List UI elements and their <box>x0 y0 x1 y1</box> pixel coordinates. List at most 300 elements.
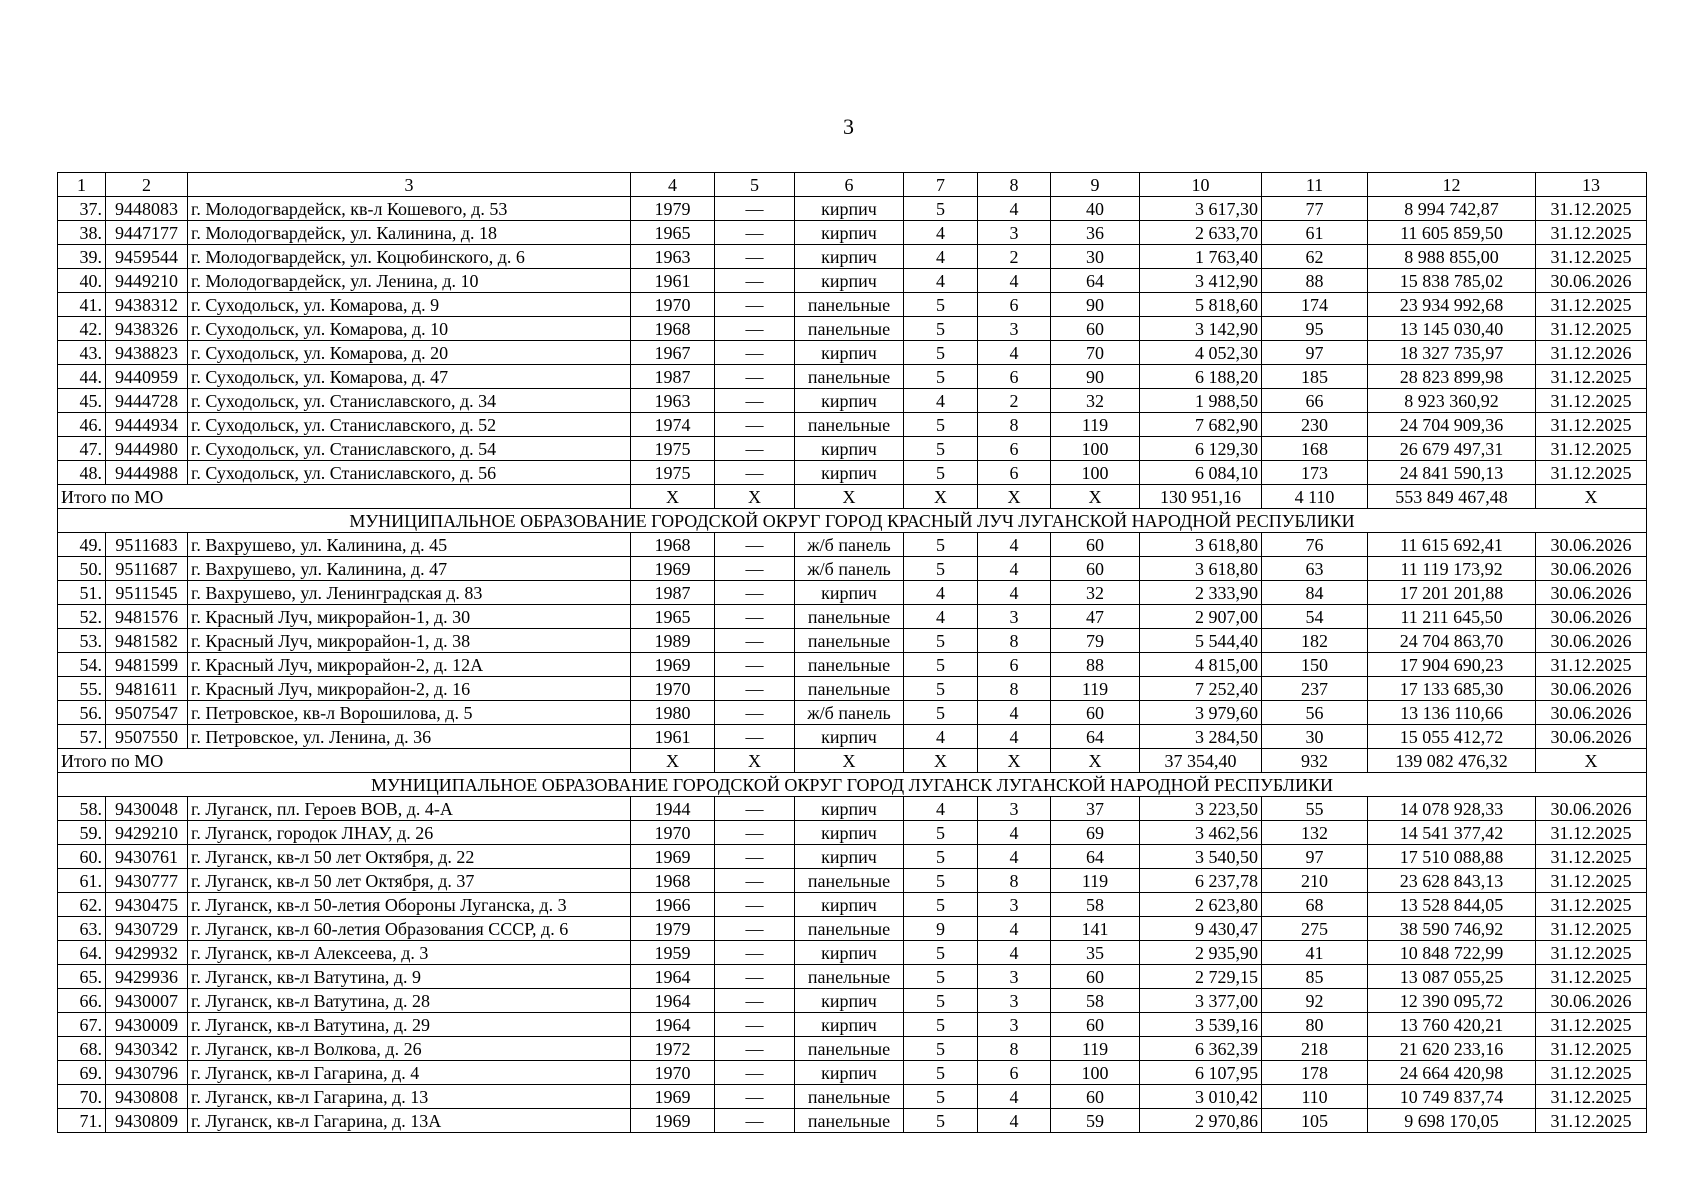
table-cell: панельные <box>795 869 904 893</box>
table-cell: — <box>715 557 795 581</box>
table-cell: 3 618,80 <box>1140 533 1262 557</box>
table-cell: панельные <box>795 317 904 341</box>
table-cell: 9444934 <box>106 413 188 437</box>
total-cell: X <box>978 485 1051 509</box>
table-row <box>58 221 1647 245</box>
table-cell: кирпич <box>795 893 904 917</box>
table-cell: 31.12.2025 <box>1536 1037 1647 1061</box>
table-cell: 119 <box>1051 413 1140 437</box>
table-cell: 3 <box>978 221 1051 245</box>
table-cell: — <box>715 893 795 917</box>
table-cell: — <box>715 701 795 725</box>
table-cell: 30.06.2026 <box>1536 269 1647 293</box>
table-cell: 61 <box>1262 221 1368 245</box>
table-cell: 9430048 <box>106 797 188 821</box>
table-cell: панельные <box>795 605 904 629</box>
column-number-4: 4 <box>631 173 715 197</box>
table-row <box>58 1013 1647 1037</box>
table-cell: панельные <box>795 965 904 989</box>
table-body <box>58 173 1647 1133</box>
table-cell: 24 704 863,70 <box>1368 629 1536 653</box>
table-cell: 95 <box>1262 317 1368 341</box>
table-cell: — <box>715 965 795 989</box>
table-cell: 5 <box>904 557 978 581</box>
table-row <box>58 1109 1647 1133</box>
table-cell: 56 <box>1262 701 1368 725</box>
table-cell: 4 <box>904 389 978 413</box>
table-cell: — <box>715 677 795 701</box>
table-row <box>58 533 1647 557</box>
table-cell: 1961 <box>631 269 715 293</box>
table-cell: 5 <box>904 941 978 965</box>
table-cell: 6 362,39 <box>1140 1037 1262 1061</box>
section-title: МУНИЦИПАЛЬНОЕ ОБРАЗОВАНИЕ ГОРОДСКОЙ ОКРУГ ГОРОД КРАСНЫЙ ЛУЧ ЛУГАНСКОЙ НАРОДНОЙ РЕСПУБЛИКИ <box>58 509 1647 533</box>
table-cell: 178 <box>1262 1061 1368 1085</box>
table-cell: 5 <box>904 1037 978 1061</box>
table-cell: 18 327 735,97 <box>1368 341 1536 365</box>
table-cell: 4 <box>978 1085 1051 1109</box>
table-cell: кирпич <box>795 221 904 245</box>
table-cell: 8 923 360,92 <box>1368 389 1536 413</box>
table-cell: — <box>715 365 795 389</box>
table-cell: 4 <box>904 221 978 245</box>
table-cell: 5 <box>904 437 978 461</box>
table-cell: 1969 <box>631 1085 715 1109</box>
total-cell: 4 110 <box>1262 485 1368 509</box>
table-cell: 1966 <box>631 893 715 917</box>
table-cell: 8 <box>978 1037 1051 1061</box>
table-cell: 47 <box>1051 605 1140 629</box>
table-cell: 30.06.2026 <box>1536 557 1647 581</box>
table-cell: 31.12.2025 <box>1536 437 1647 461</box>
table-cell: г. Луганск, кв-л 60-летия Образования СССР, д. 6 <box>188 917 631 941</box>
table-cell: 4 <box>978 557 1051 581</box>
table-row <box>58 437 1647 461</box>
table-cell: 3 <box>978 797 1051 821</box>
table-cell: г. Луганск, кв-л 50-летия Обороны Луганска, д. 3 <box>188 893 631 917</box>
table-cell: кирпич <box>795 989 904 1013</box>
total-cell: X <box>904 485 978 509</box>
table-cell: 1970 <box>631 677 715 701</box>
table-cell: 70 <box>1051 341 1140 365</box>
table-cell: 1 988,50 <box>1140 389 1262 413</box>
table-cell: 51. <box>58 581 106 605</box>
table-cell: 88 <box>1051 653 1140 677</box>
housing-register-table <box>57 172 1647 1133</box>
table-row <box>58 917 1647 941</box>
table-cell: 31.12.2025 <box>1536 365 1647 389</box>
total-cell: X <box>631 485 715 509</box>
table-cell: — <box>715 245 795 269</box>
table-cell: 9430342 <box>106 1037 188 1061</box>
table-cell: 4 <box>978 581 1051 605</box>
table-cell: — <box>715 725 795 749</box>
table-cell: 77 <box>1262 197 1368 221</box>
table-cell: 42. <box>58 317 106 341</box>
table-cell: г. Суходольск, ул. Комарова, д. 10 <box>188 317 631 341</box>
table-cell: 9430808 <box>106 1085 188 1109</box>
table-cell: 4 <box>978 941 1051 965</box>
table-cell: г. Суходольск, ул. Станиславского, д. 34 <box>188 389 631 413</box>
table-cell: 90 <box>1051 293 1140 317</box>
table-cell: — <box>715 581 795 605</box>
column-number-2: 2 <box>106 173 188 197</box>
table-row <box>58 269 1647 293</box>
table-cell: 2 907,00 <box>1140 605 1262 629</box>
table-cell: 1967 <box>631 341 715 365</box>
table-cell: 58 <box>1051 893 1140 917</box>
table-cell: 35 <box>1051 941 1140 965</box>
table-cell: 9481599 <box>106 653 188 677</box>
table-cell: 17 133 685,30 <box>1368 677 1536 701</box>
table-cell: 63 <box>1262 557 1368 581</box>
table-cell: 5 <box>904 869 978 893</box>
table-cell: — <box>715 1037 795 1061</box>
table-cell: 275 <box>1262 917 1368 941</box>
table-cell: 3 <box>978 1013 1051 1037</box>
table-cell: 31.12.2025 <box>1536 653 1647 677</box>
table-cell: 9430761 <box>106 845 188 869</box>
table-cell: 11 615 692,41 <box>1368 533 1536 557</box>
total-row <box>58 749 1647 773</box>
table-row <box>58 677 1647 701</box>
table-cell: г. Красный Луч, микрорайон-2, д. 16 <box>188 677 631 701</box>
section-header-row <box>58 773 1647 797</box>
table-cell: ж/б панель <box>795 701 904 725</box>
table-cell: 9430475 <box>106 893 188 917</box>
table-cell: 1969 <box>631 1109 715 1133</box>
table-cell: 1975 <box>631 437 715 461</box>
table-cell: — <box>715 269 795 293</box>
table-cell: 1961 <box>631 725 715 749</box>
table-cell: 1964 <box>631 989 715 1013</box>
table-cell: панельные <box>795 629 904 653</box>
table-cell: 30.06.2026 <box>1536 797 1647 821</box>
table-row <box>58 557 1647 581</box>
table-cell: 50. <box>58 557 106 581</box>
table-cell: г. Суходольск, ул. Станиславского, д. 56 <box>188 461 631 485</box>
table-cell: кирпич <box>795 941 904 965</box>
table-cell: 30.06.2026 <box>1536 725 1647 749</box>
table-cell: 79 <box>1051 629 1140 653</box>
table-cell: 31.12.2025 <box>1536 461 1647 485</box>
table-cell: 59. <box>58 821 106 845</box>
table-row <box>58 293 1647 317</box>
table-cell: 38 590 746,92 <box>1368 917 1536 941</box>
table-row <box>58 389 1647 413</box>
table-cell: 24 841 590,13 <box>1368 461 1536 485</box>
table-cell: — <box>715 845 795 869</box>
table-cell: кирпич <box>795 1061 904 1085</box>
table-row <box>58 797 1647 821</box>
table-cell: 173 <box>1262 461 1368 485</box>
table-cell: 2 729,15 <box>1140 965 1262 989</box>
table-cell: — <box>715 533 795 557</box>
table-cell: 6 <box>978 293 1051 317</box>
table-cell: 46. <box>58 413 106 437</box>
table-cell: г. Вахрушево, ул. Ленинградская д. 83 <box>188 581 631 605</box>
table-cell: кирпич <box>795 197 904 221</box>
table-cell: 90 <box>1051 365 1140 389</box>
table-cell: г. Петровское, кв-л Ворошилова, д. 5 <box>188 701 631 725</box>
total-cell: X <box>1536 749 1647 773</box>
table-cell: 15 838 785,02 <box>1368 269 1536 293</box>
table-cell: — <box>715 797 795 821</box>
table-cell: 237 <box>1262 677 1368 701</box>
table-cell: 5 <box>904 1109 978 1133</box>
table-cell: 9438823 <box>106 341 188 365</box>
table-cell: 31.12.2025 <box>1536 869 1647 893</box>
table-cell: 3 <box>978 989 1051 1013</box>
table-cell: 9444980 <box>106 437 188 461</box>
table-row <box>58 965 1647 989</box>
table-cell: 5 <box>904 821 978 845</box>
table-cell: 23 934 992,68 <box>1368 293 1536 317</box>
table-cell: 1987 <box>631 581 715 605</box>
table-cell: 31.12.2025 <box>1536 821 1647 845</box>
table-cell: 64 <box>1051 845 1140 869</box>
table-cell: 6 <box>978 461 1051 485</box>
table-row <box>58 1061 1647 1085</box>
table-cell: 68. <box>58 1037 106 1061</box>
table-cell: 5 <box>904 845 978 869</box>
table-cell: — <box>715 1109 795 1133</box>
table-cell: 31.12.2025 <box>1536 389 1647 413</box>
table-cell: 40. <box>58 269 106 293</box>
table-cell: 2 <box>978 389 1051 413</box>
table-cell: 31.12.2025 <box>1536 1109 1647 1133</box>
table-cell: 150 <box>1262 653 1368 677</box>
table-cell: 9511687 <box>106 557 188 581</box>
table-cell: 30.06.2026 <box>1536 677 1647 701</box>
table-cell: 4 052,30 <box>1140 341 1262 365</box>
total-cell: X <box>715 749 795 773</box>
table-cell: 4 <box>904 581 978 605</box>
table-cell: 3 462,56 <box>1140 821 1262 845</box>
table-cell: г. Суходольск, ул. Станиславского, д. 52 <box>188 413 631 437</box>
table-row <box>58 317 1647 341</box>
table-cell: 5 <box>904 629 978 653</box>
table-cell: 6 237,78 <box>1140 869 1262 893</box>
table-cell: 17 904 690,23 <box>1368 653 1536 677</box>
table-cell: 60 <box>1051 533 1140 557</box>
table-cell: кирпич <box>795 845 904 869</box>
column-number-6: 6 <box>795 173 904 197</box>
table-cell: 5 <box>904 653 978 677</box>
total-cell: 932 <box>1262 749 1368 773</box>
table-cell: 3 142,90 <box>1140 317 1262 341</box>
table-cell: 4 <box>978 821 1051 845</box>
table-cell: — <box>715 605 795 629</box>
table-cell: 44. <box>58 365 106 389</box>
total-cell: X <box>1536 485 1647 509</box>
table-cell: 6 129,30 <box>1140 437 1262 461</box>
table-cell: 2 970,86 <box>1140 1109 1262 1133</box>
table-cell: 174 <box>1262 293 1368 317</box>
table-cell: 5 <box>904 413 978 437</box>
table-cell: 5 <box>904 1085 978 1109</box>
table-cell: 31.12.2025 <box>1536 893 1647 917</box>
table-cell: 55 <box>1262 797 1368 821</box>
total-cell: 37 354,40 <box>1140 749 1262 773</box>
table-cell: г. Луганск, кв-л Гагарина, д. 13А <box>188 1109 631 1133</box>
table-cell: 5 <box>904 461 978 485</box>
table-cell: 38. <box>58 221 106 245</box>
table-cell: 9429936 <box>106 965 188 989</box>
table-cell: 31.12.2025 <box>1536 845 1647 869</box>
table-cell: 9459544 <box>106 245 188 269</box>
table-cell: 1965 <box>631 605 715 629</box>
table-cell: 5 <box>904 533 978 557</box>
table-row <box>58 605 1647 629</box>
table-cell: 1965 <box>631 221 715 245</box>
table-cell: — <box>715 197 795 221</box>
table-cell: 41. <box>58 293 106 317</box>
table-cell: 9438326 <box>106 317 188 341</box>
table-cell: 5 <box>904 317 978 341</box>
table-cell: — <box>715 989 795 1013</box>
table-cell: 6 <box>978 365 1051 389</box>
table-cell: 31.12.2025 <box>1536 917 1647 941</box>
table-cell: 5 818,60 <box>1140 293 1262 317</box>
table-cell: 30.06.2026 <box>1536 581 1647 605</box>
table-cell: 182 <box>1262 629 1368 653</box>
table-cell: 1968 <box>631 533 715 557</box>
table-cell: 23 628 843,13 <box>1368 869 1536 893</box>
table-row <box>58 365 1647 389</box>
table-cell: кирпич <box>795 389 904 413</box>
table-cell: 9430729 <box>106 917 188 941</box>
table-cell: г. Молодогвардейск, ул. Ленина, д. 10 <box>188 269 631 293</box>
table-cell: 3 539,16 <box>1140 1013 1262 1037</box>
table-cell: 210 <box>1262 869 1368 893</box>
column-number-9: 9 <box>1051 173 1140 197</box>
table-cell: 100 <box>1051 437 1140 461</box>
table-cell: 5 <box>904 965 978 989</box>
total-label: Итого по МО <box>58 485 631 509</box>
table-cell: 68 <box>1262 893 1368 917</box>
table-cell: 31.12.2025 <box>1536 413 1647 437</box>
table-cell: 7 682,90 <box>1140 413 1262 437</box>
table-cell: 7 252,40 <box>1140 677 1262 701</box>
table-cell: — <box>715 653 795 677</box>
table-cell: 9430009 <box>106 1013 188 1037</box>
table-cell: 218 <box>1262 1037 1368 1061</box>
table-cell: 58 <box>1051 989 1140 1013</box>
table-row <box>58 341 1647 365</box>
table-cell: 6 <box>978 1061 1051 1085</box>
table-cell: 1969 <box>631 845 715 869</box>
table-cell: 24 704 909,36 <box>1368 413 1536 437</box>
table-cell: — <box>715 869 795 893</box>
table-cell: 60 <box>1051 1085 1140 1109</box>
table-cell: 15 055 412,72 <box>1368 725 1536 749</box>
table-cell: 119 <box>1051 1037 1140 1061</box>
table-cell: 70. <box>58 1085 106 1109</box>
table-cell: 37. <box>58 197 106 221</box>
table-cell: 30 <box>1051 245 1140 269</box>
table-cell: 5 <box>904 701 978 725</box>
table-cell: кирпич <box>795 461 904 485</box>
table-cell: 76 <box>1262 533 1368 557</box>
table-cell: 1968 <box>631 317 715 341</box>
table-cell: 100 <box>1051 1061 1140 1085</box>
table-cell: 56. <box>58 701 106 725</box>
table-cell: — <box>715 317 795 341</box>
table-cell: 31.12.2025 <box>1536 197 1647 221</box>
table-cell: 63. <box>58 917 106 941</box>
table-cell: г. Суходольск, ул. Комарова, д. 9 <box>188 293 631 317</box>
table-cell: 1964 <box>631 965 715 989</box>
table-cell: панельные <box>795 365 904 389</box>
table-cell: 5 <box>904 1013 978 1037</box>
table-cell: 31.12.2025 <box>1536 1085 1647 1109</box>
total-cell: X <box>715 485 795 509</box>
table-cell: 2 <box>978 245 1051 269</box>
table-cell: 10 848 722,99 <box>1368 941 1536 965</box>
table-row <box>58 941 1647 965</box>
table-cell: 58. <box>58 797 106 821</box>
table-cell: ж/б панель <box>795 533 904 557</box>
table-cell: 17 510 088,88 <box>1368 845 1536 869</box>
table-cell: г. Луганск, кв-л Гагарина, д. 13 <box>188 1085 631 1109</box>
table-cell: г. Молодогвардейск, ул. Калинина, д. 18 <box>188 221 631 245</box>
table-cell: г. Луганск, кв-л Ватутина, д. 9 <box>188 965 631 989</box>
table-cell: 6 <box>978 437 1051 461</box>
table-cell: ж/б панель <box>795 557 904 581</box>
table-cell: кирпич <box>795 437 904 461</box>
total-cell: 139 082 476,32 <box>1368 749 1536 773</box>
table-cell: 5 544,40 <box>1140 629 1262 653</box>
table-cell: 49. <box>58 533 106 557</box>
table-cell: — <box>715 821 795 845</box>
table-cell: 62 <box>1262 245 1368 269</box>
table-cell: 11 119 173,92 <box>1368 557 1536 581</box>
table-cell: 4 <box>904 269 978 293</box>
table-cell: 9430809 <box>106 1109 188 1133</box>
table-cell: 5 <box>904 365 978 389</box>
table-cell: 9511683 <box>106 533 188 557</box>
table-cell: 3 412,90 <box>1140 269 1262 293</box>
table-cell: 1944 <box>631 797 715 821</box>
table-cell: — <box>715 1013 795 1037</box>
table-cell: 47. <box>58 437 106 461</box>
table-cell: г. Луганск, кв-л Алексеева, д. 3 <box>188 941 631 965</box>
table-row <box>58 869 1647 893</box>
table-cell: 9447177 <box>106 221 188 245</box>
table-cell: г. Петровское, ул. Ленина, д. 36 <box>188 725 631 749</box>
table-cell: 60 <box>1051 1013 1140 1037</box>
table-cell: 9448083 <box>106 197 188 221</box>
table-cell: 5 <box>904 293 978 317</box>
column-number-13: 13 <box>1536 173 1647 197</box>
table-cell: 1970 <box>631 293 715 317</box>
table-cell: кирпич <box>795 797 904 821</box>
table-cell: 60. <box>58 845 106 869</box>
table-cell: 11 211 645,50 <box>1368 605 1536 629</box>
table-cell: 39. <box>58 245 106 269</box>
table-cell: — <box>715 1085 795 1109</box>
table-cell: г. Красный Луч, микрорайон-1, д. 30 <box>188 605 631 629</box>
table-cell: панельные <box>795 413 904 437</box>
table-cell: 60 <box>1051 701 1140 725</box>
table-cell: 4 <box>978 701 1051 725</box>
table-cell: 9511545 <box>106 581 188 605</box>
table-cell: 32 <box>1051 389 1140 413</box>
table-cell: 64. <box>58 941 106 965</box>
table-cell: 3 979,60 <box>1140 701 1262 725</box>
table-cell: 119 <box>1051 677 1140 701</box>
